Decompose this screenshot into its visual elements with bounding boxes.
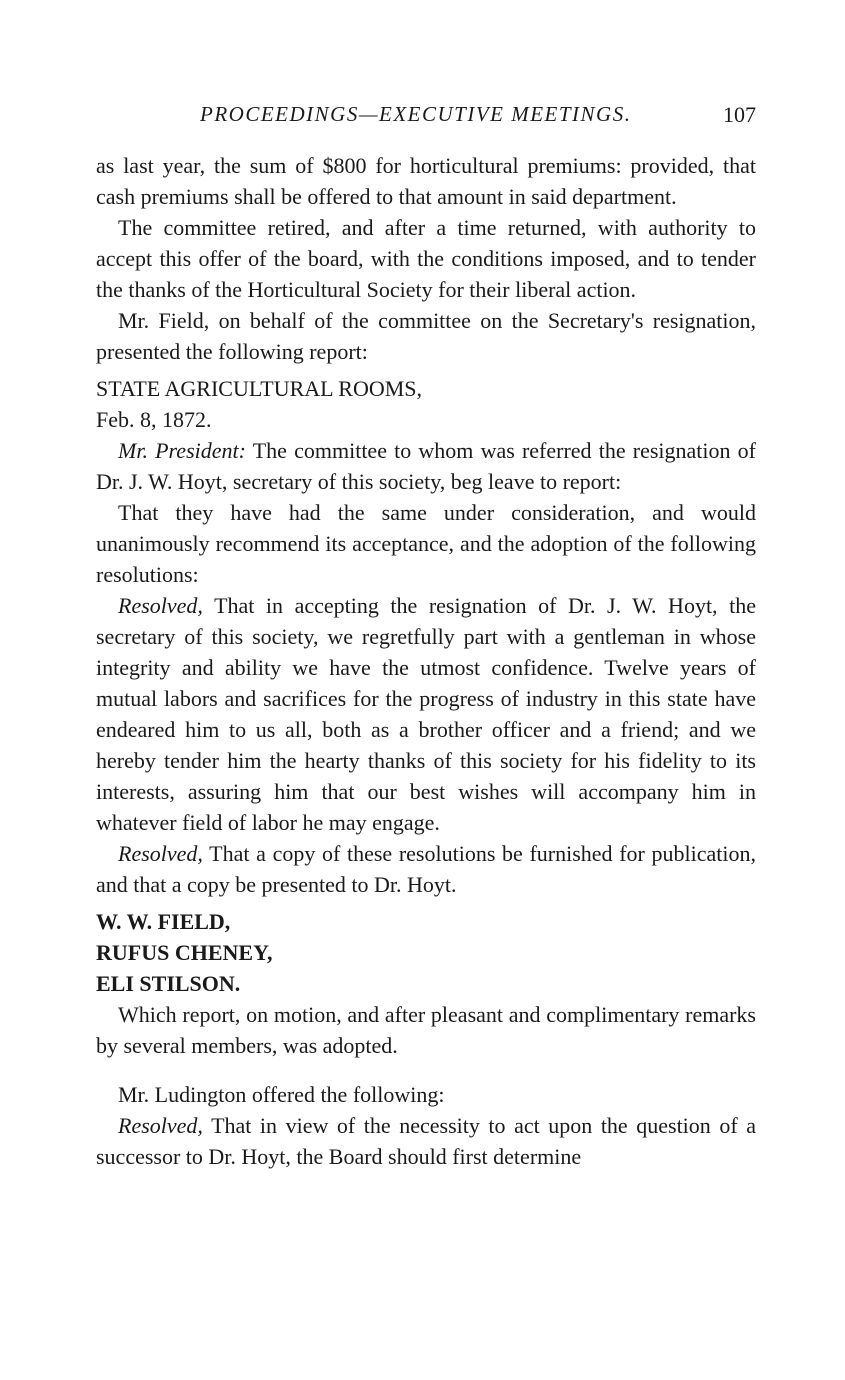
resolved-label: Resolved, [118, 841, 203, 866]
paragraph-resolution-3 [96, 1110, 756, 1172]
paragraph-resolution-2 [96, 838, 756, 900]
paragraph-ludington: Mr. Ludington offered the following: [118, 1082, 445, 1107]
page-number: 107 [723, 102, 756, 127]
report-date: Feb. 8, 1872. [96, 407, 212, 432]
running-head: PROCEEDINGS—EXECUTIVE MEETINGS. [200, 102, 632, 126]
resolution-2-text: That a copy of these resolutions be furnished for publication, and that a copy be presented to Dr. Hoyt. [96, 841, 756, 897]
report-location: STATE AGRICULTURAL ROOMS, [96, 376, 423, 401]
paragraph-committee-retired: The committee retired, and after a time returned, with authority to accept this offer of the board, with the conditions imposed, and to tender the thanks of the Horticultural Society for their liberal action. [96, 215, 756, 302]
salutation: Mr. President: [118, 438, 246, 463]
resolved-label: Resolved, [118, 1113, 203, 1138]
paragraph-adopted: Which report, on motion, and after pleasant and complimentary remarks by several members, was adopted. [96, 1002, 756, 1058]
resolution-1-text: That in accepting the resignation of Dr. J. W. Hoyt, the secretary of this society, we regretfully part with a gentleman in whose integrity and ability we have the utmost confidence. Twelve years of mutual labors and sacrifices for the progress of industry in this state have endeared him to us all, both as a brother officer and a friend; and we hereby tender him the hearty thanks of this society for his fidelity to its interests, assuring him that our best wishes will accompany him in whatever field of labor he may engage. [96, 593, 756, 835]
paragraph-report-intro [96, 435, 756, 497]
paragraph-field-report: Mr. Field, on behalf of the committee on the Secretary's resignation, presented the following report: [96, 308, 756, 364]
page-header [200, 98, 760, 132]
page-body [96, 150, 756, 1172]
resolved-label: Resolved, [118, 593, 203, 618]
signature-cheney: RUFUS CHENEY, [96, 940, 273, 965]
paragraph-recommendation: That they have had the same under consideration, and would unanimously recommend its acceptance, and the adoption of the following resolutions: [96, 500, 756, 587]
resolution-3-text: That in view of the necessity to act upon the question of a successor to Dr. Hoyt, the Board should first determine [96, 1113, 756, 1169]
paragraph-premiums: as last year, the sum of $800 for horticultural premiums: provided, that cash premiums shall be offered to that amount in said department. [96, 153, 756, 209]
signature-stilson: ELI STILSON. [96, 971, 241, 996]
report-intro-text: The committee to whom was referred the resignation of Dr. J. W. Hoyt, secretary of this society, beg leave to report: [96, 438, 756, 494]
signature-field: W. W. FIELD, [96, 909, 231, 934]
paragraph-resolution-1 [96, 590, 756, 838]
